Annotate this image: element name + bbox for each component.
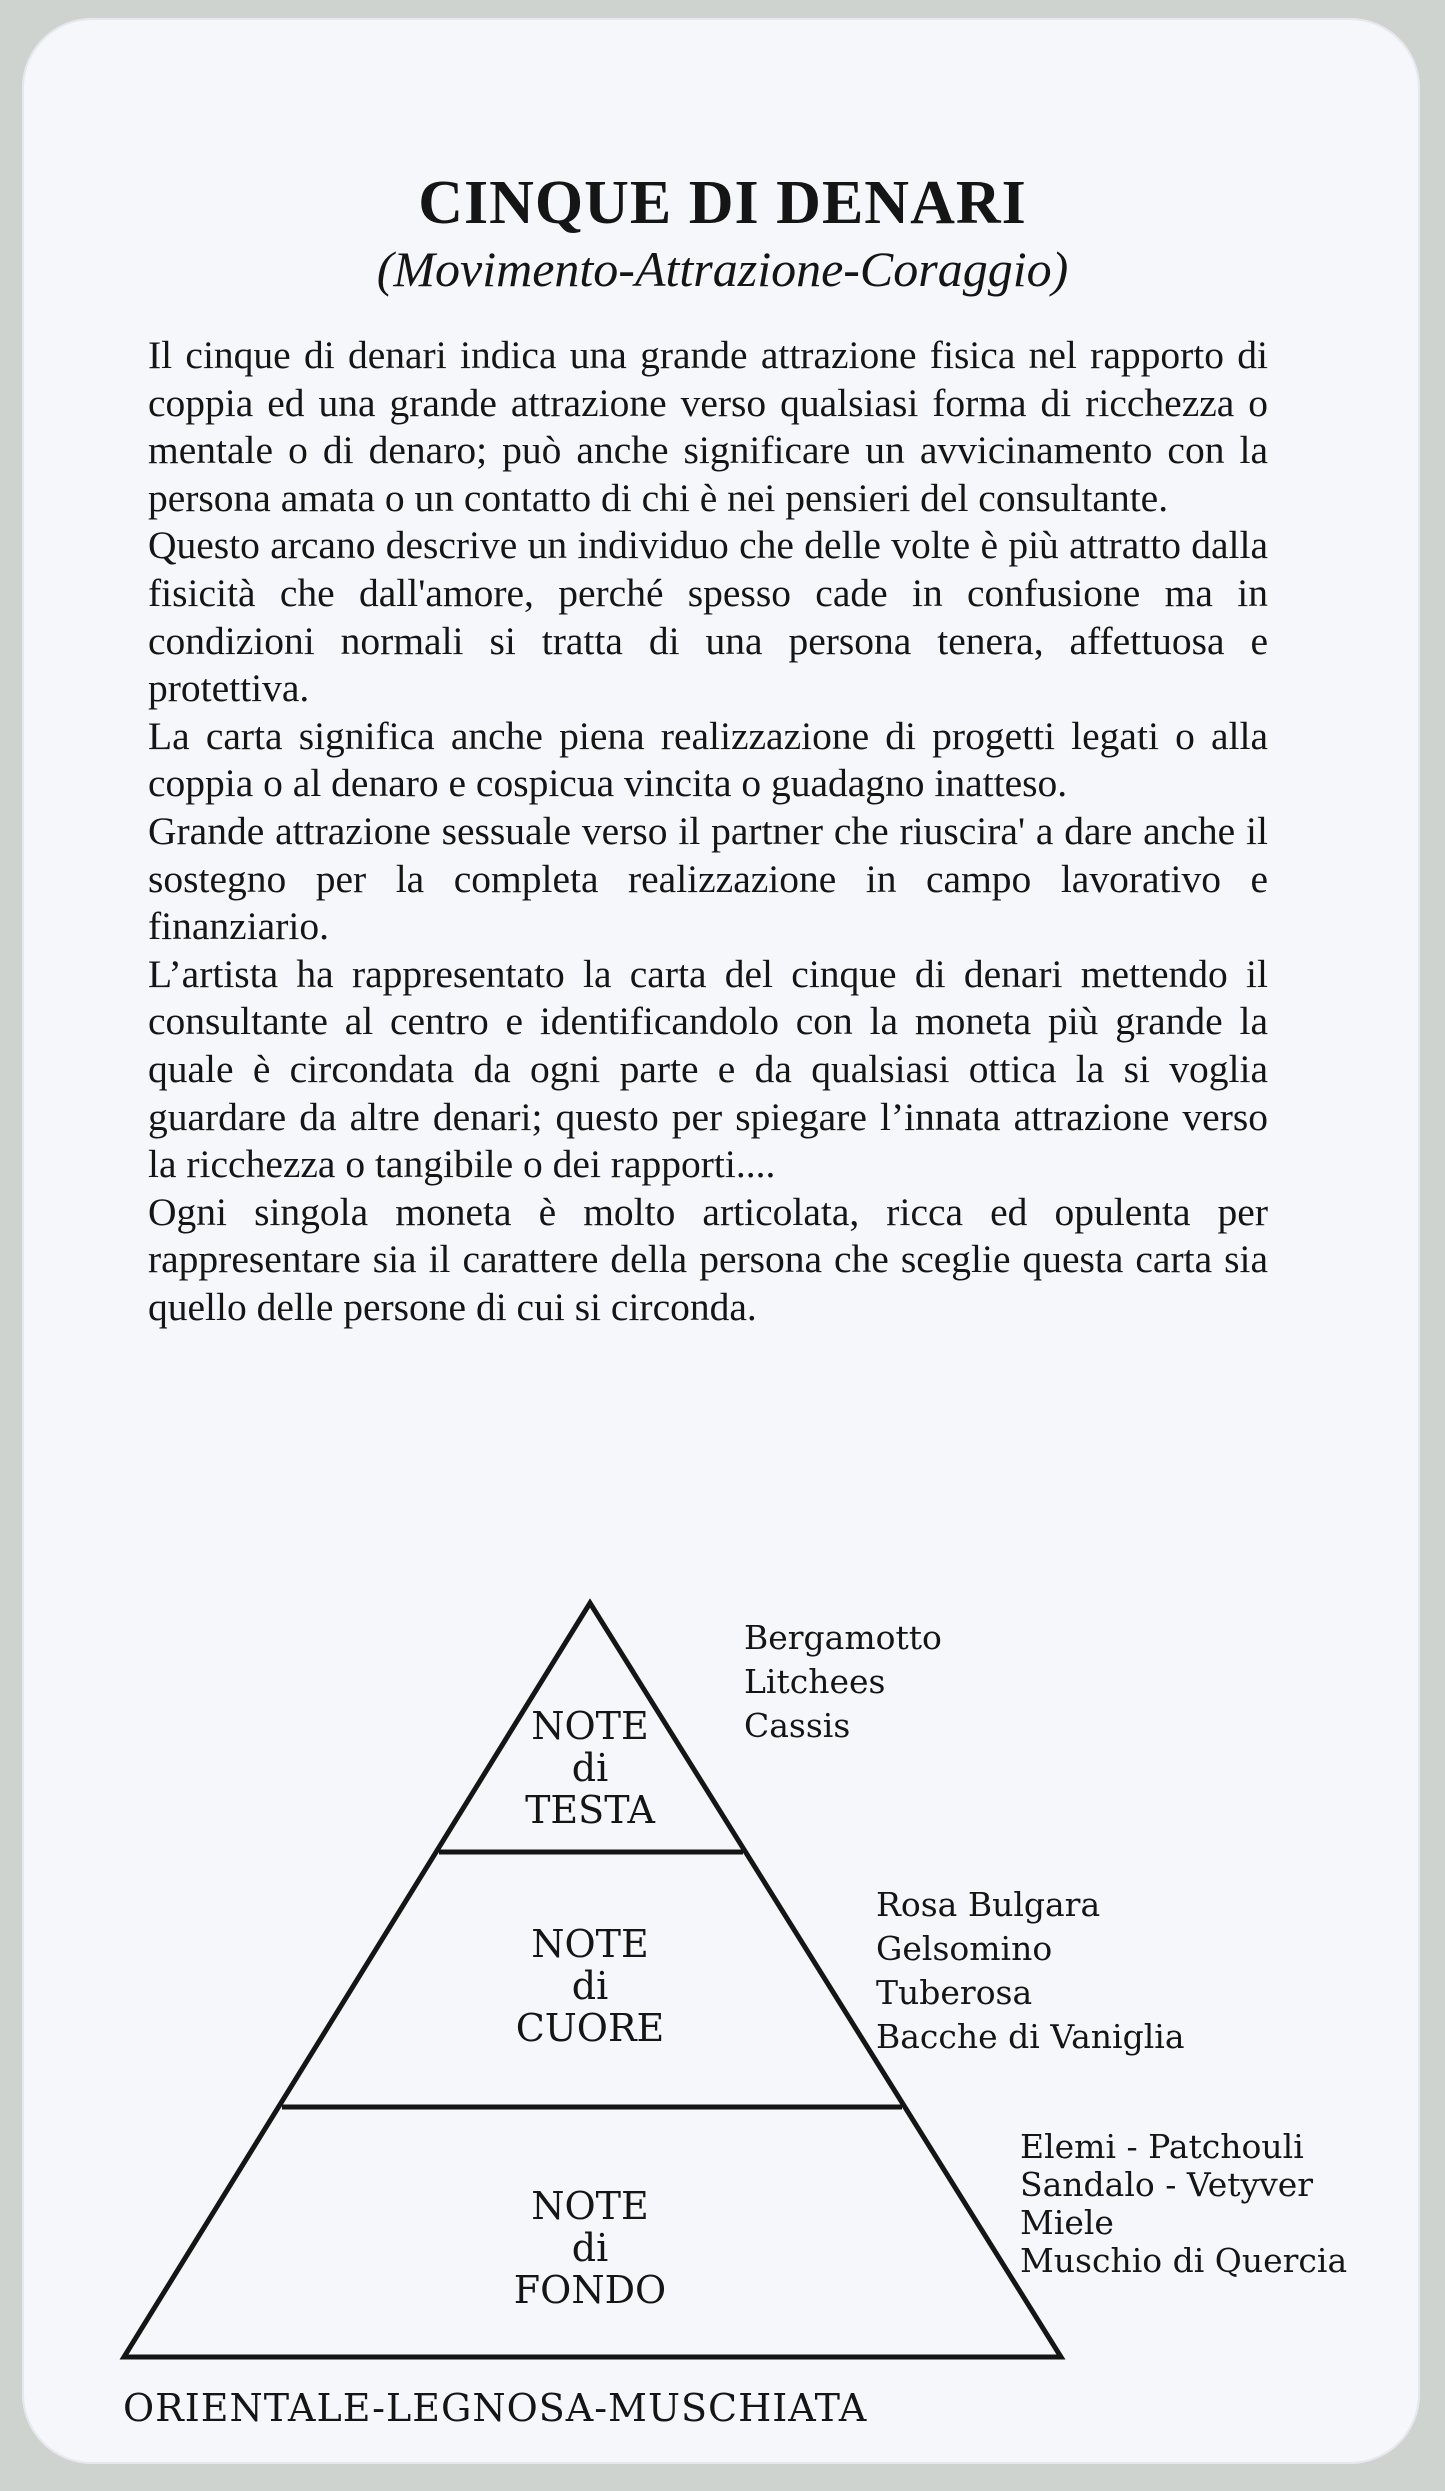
note-item: Miele [1020, 2203, 1114, 2242]
card-title: CINQUE DI DENARI [418, 169, 1027, 237]
fragrance-family: ORIENTALE-LEGNOSA-MUSCHIATA [123, 2386, 868, 2430]
paragraph-2: Questo arcano descrive un individuo che delle volte è più attratto dalla fisicità che dall'amore, perché spesso cade in confusione ma in condizioni normali si tratta di una persona tenera, affettuosa e protettiva. [148, 523, 1268, 711]
paragraph-6: Ogni singola moneta è molto articolata, ricca ed opulenta per rappresentare sia il carattere della persona che sceglie questa carta sia quello delle persone di cui si circonda. [148, 1189, 1268, 1329]
note-item: Elemi - Patchouli [1020, 2127, 1304, 2166]
note-item: Litchees [744, 1662, 886, 1701]
pyramid-label-middle: NOTE di CUORE [515, 1922, 665, 2050]
note-item: Sandalo - Vetyver [1020, 2165, 1314, 2204]
heart-notes-list [876, 1883, 1185, 2059]
note-item: Gelsomino [876, 1929, 1053, 1968]
note-item: Rosa Bulgara [876, 1885, 1101, 1924]
pyramid-label-top: NOTE di TESTA [525, 1704, 655, 1832]
note-item: Muschio di Quercia [1020, 2241, 1348, 2280]
note-item: Bergamotto [744, 1618, 942, 1657]
note-item: Bacche di Vaniglia [876, 2017, 1185, 2056]
pyramid-label-bottom: NOTE di FONDO [513, 2184, 667, 2312]
note-item: Cassis [744, 1706, 851, 1745]
paragraph-1: Il cinque di denari indica una grande attrazione fisica nel rapporto di coppia ed una grande attrazione verso qualsiasi forma di ricchezza o mentale o di denaro; può anche significare un avvicinamento con la persona amata o un contatto di chi è nei pensieri del consultante. [148, 333, 1268, 520]
card-subtitle: (Movimento-Attrazione-Coraggio) [376, 241, 1069, 297]
base-notes-list [1020, 2128, 1347, 2280]
note-item: Tuberosa [876, 1973, 1033, 2012]
paragraph-5: L’artista ha rappresentato la carta del cinque di denari mettendo il consultante al centro e identificandolo con la moneta più grande la quale è circondata da ogni parte e da qualsiasi ottica la si voglia guardare da altre denari; questo per spiegare l’innata attrazione verso la ricchezza o tangibile o dei rapporti.... [148, 951, 1268, 1187]
paragraph-4: Grande attrazione sessuale verso il partner che riuscira' a dare anche il sostegno per la completa realizzazione in campo lavorativo e finanziario. [148, 808, 1268, 949]
top-notes-list [744, 1616, 942, 1748]
paragraph-3: La carta significa anche piena realizzazione di progetti legati o alla coppia o al denaro e cospicua vincita o guadagno inatteso. [148, 713, 1268, 806]
